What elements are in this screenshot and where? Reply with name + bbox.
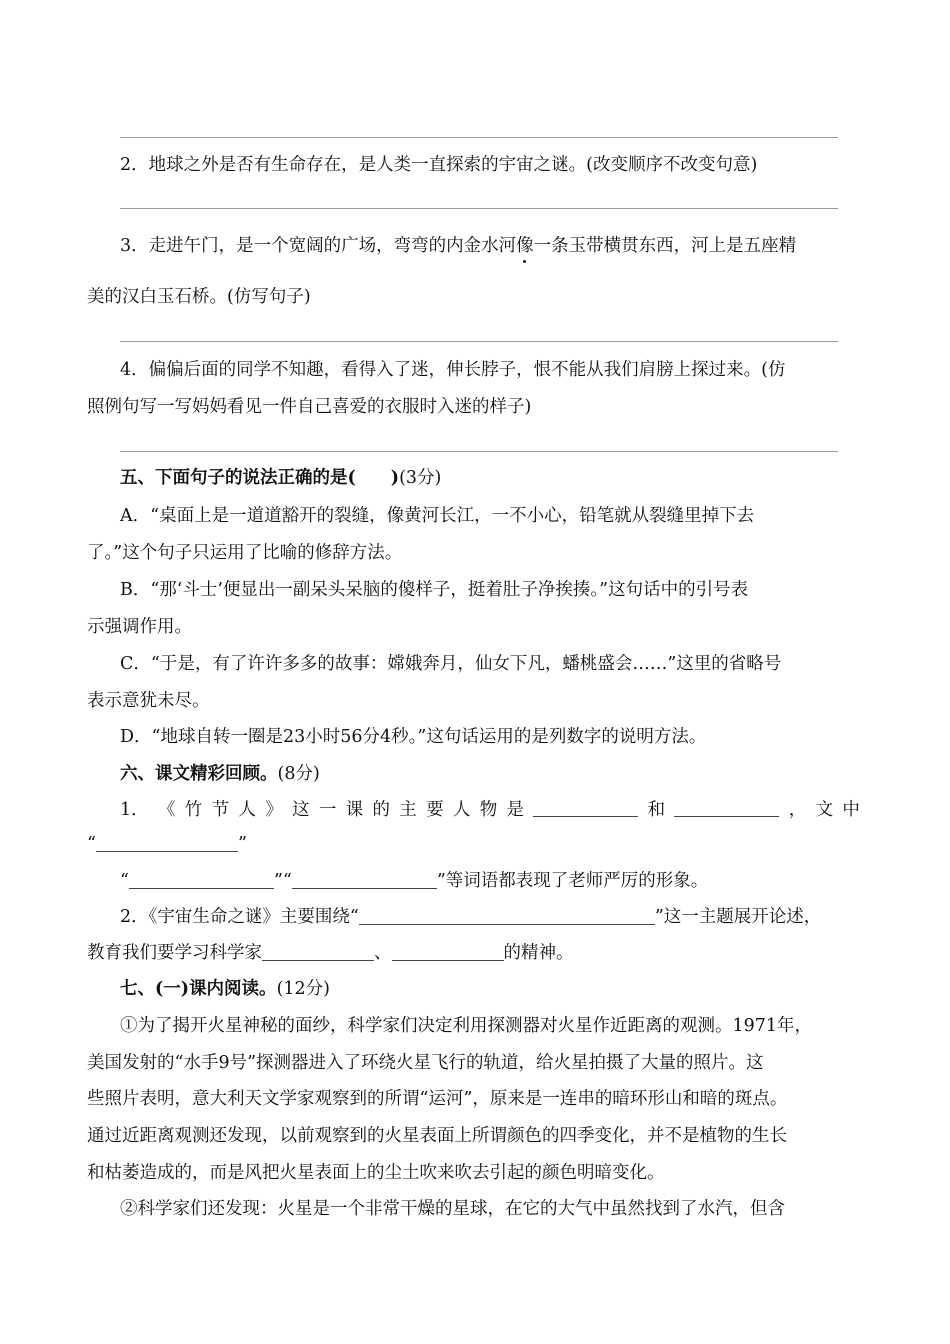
passage-p1-line-1: ①为了揭开火星神秘的面纱，科学家们决定利用探测器对火星作近距离的观测。1971年，: [120, 1016, 813, 1036]
option-a-line-2: 了。”这个句子只运用了比喻的修辞方法。: [87, 543, 403, 563]
q1-comma: ，: [788, 800, 807, 820]
quote-open: “: [120, 871, 129, 891]
blank-spirit-2[interactable]: [392, 942, 504, 961]
blank-spirit-1[interactable]: [262, 942, 374, 961]
q1-char: 主: [399, 800, 417, 820]
section-7-title: [120, 977, 330, 1001]
option-c-line-2: 表示意犹未尽。: [87, 691, 210, 711]
q1-char: 节: [211, 800, 230, 820]
q1-char: 一: [318, 800, 337, 820]
q1-and: 和: [647, 800, 666, 820]
option-d: D．“地球自转一圈是23小时56分4秒。”这句话运用的是列数字的说明方法。: [120, 727, 707, 747]
q1-char: 物: [479, 800, 498, 820]
blank-word-2[interactable]: [129, 870, 274, 889]
emphasis-dot-char: 像: [516, 236, 534, 256]
question-6-2-line-1: [120, 905, 821, 929]
question-6-1-line-3: [120, 869, 708, 893]
section-6-heading: 六、课文精彩回顾。: [120, 764, 278, 784]
q1-char: 是: [506, 800, 525, 820]
q1-char: 中: [842, 800, 860, 820]
question-6-1-line-1: [120, 798, 860, 822]
q1-char: 《: [157, 800, 176, 820]
q3-text-b: 一条玉带横贯东西，河上是五座精: [533, 236, 797, 256]
q1-char: 人: [452, 800, 471, 820]
q2-text-a: 2．《宇宙生命之谜》主要围绕“: [120, 907, 359, 927]
option-c-line-1: C．“于是，有了许许多多的故事：嫦娥奔月，仙女下凡，蟠桃盛会……”这里的省略号: [120, 654, 782, 674]
option-a-line-1: A．“桌面上是一道道豁开的裂缝，像黄河长江，一不小心，铅笔就从裂缝里掉下去: [120, 506, 755, 526]
passage-p1-line-3: 些照片表明，意大利天文学家观察到的所谓“运河”，原来是一连串的暗环形山和暗的斑点。: [87, 1089, 788, 1109]
passage-p1-line-5: 和枯萎造成的，而是风把火星表面上的尘土吹来吹去引起的颜色明暗变化。: [87, 1163, 665, 1183]
question-4-3-line-2: 美的汉白玉石桥。(仿写句子): [87, 287, 311, 307]
question-6-1-line-2: [87, 832, 247, 856]
answer-line-2: [120, 208, 838, 209]
passage-p1-line-2: 美国发射的“水手9号”探测器进入了环绕火星飞行的轨道，给火星拍摄了大量的照片。这: [87, 1053, 764, 1073]
blank-character-1[interactable]: [533, 798, 638, 817]
q1-char: 的: [372, 800, 390, 820]
section-5-title: [120, 466, 441, 490]
question-6-2-line-2: [87, 941, 574, 965]
answer-line-3: [120, 341, 838, 342]
passage-p2-line-1: ②科学家们还发现：火星是一个非常干燥的星球，在它的大气中虽然找到了水汽，但含: [120, 1199, 785, 1219]
question-4-4-line-2: 照例句写一写妈妈看见一件自己喜爱的衣服时入迷的样子): [87, 397, 532, 417]
option-b-line-2: 示强调作用。: [87, 617, 192, 637]
question-4-3-line-1: [120, 234, 796, 258]
section-5-score: (3分): [399, 468, 442, 488]
section-6-title: [120, 762, 320, 786]
q2-text-d: 的精神。: [503, 943, 574, 963]
passage-p1-line-4: 通过近距离观测还发现，以前观察到的火星表面上所谓颜色的四季变化，并不是植物的生长: [87, 1126, 787, 1146]
blank-word-3[interactable]: [292, 870, 437, 889]
q3-text-a: 3．走进午门，是一个宽阔的广场，弯弯的内金水河: [120, 236, 517, 256]
blank-word-1[interactable]: [96, 833, 238, 852]
blank-character-2[interactable]: [674, 798, 779, 817]
quote-open: “: [87, 834, 96, 854]
section-7-score: (12分): [276, 979, 330, 999]
section-6-score: (8分): [277, 764, 320, 784]
section-7-heading: 七、(一)课内阅读。: [120, 979, 277, 999]
q1-char: 人: [238, 800, 256, 820]
q1-char: 课: [345, 800, 364, 820]
answer-line-1: [120, 137, 838, 138]
question-4-4-line-1: 4．偏偏后面的同学不知趣，看得入了迷，伸长脖子，恨不能从我们肩膀上探过来。(仿: [120, 360, 786, 380]
quote-pair: ”“: [273, 871, 292, 891]
q1-char: 文: [815, 800, 834, 820]
q1-char: 竹: [184, 800, 203, 820]
answer-line-4: [120, 451, 838, 452]
q2-text-b: ”这一主题展开论述，: [654, 907, 822, 927]
blank-theme[interactable]: [359, 906, 655, 925]
question-4-2: 2．地球之外是否有生命存在，是人类一直探索的宇宙之谜。(改变顺序不改变句意): [120, 155, 758, 175]
q1-char: 》: [265, 800, 283, 820]
q1-char: 要: [426, 800, 444, 820]
q1-char: 这: [292, 800, 310, 820]
q2-text-c: 教育我们要学习科学家: [87, 943, 262, 963]
q1-tail-text: ”等词语都表现了老师严厉的形象。: [436, 871, 709, 891]
section-5-heading: 五、下面句子的说法正确的是( ): [120, 468, 400, 488]
q1-char: 1．: [120, 800, 149, 820]
quote-close: ”: [237, 834, 247, 854]
option-b-line-1: B．“那‘斗士’便显出一副呆头呆脑的傻样子，挺着肚子净挨揍。”这句话中的引号表: [120, 580, 749, 600]
q2-separator: 、: [374, 943, 392, 963]
